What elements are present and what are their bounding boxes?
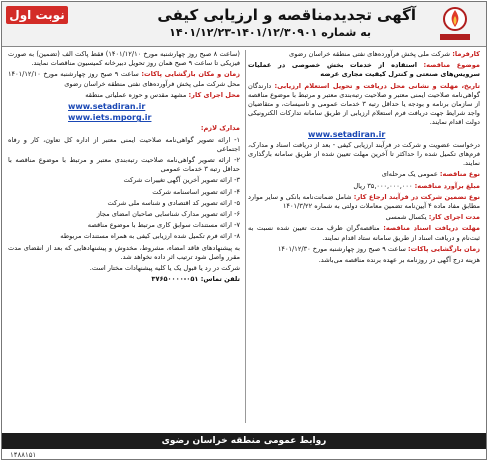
doc-item: ۵- ارائه تصویر کد اقتصادی و شناسه ملی شرکت — [107, 198, 240, 207]
estimate-amount: مبلغ برآورد مناقصه: ۳۵,۰۰۰,۰۰۰,۰۰۰ ریال — [353, 181, 480, 190]
column-divider — [245, 50, 246, 423]
right-column — [248, 50, 480, 423]
guarantee-paragraph: نوع تضمین شرکت در فرآیند ارجاع کار: شامل ضمانت‌نامه بانکی و سایر موارد مطابق مفاد ماده ۴ آیین‌نامه تضمین معاملات دولتی به شماره ۱۴۰۱/۳/۲۲ — [248, 192, 480, 211]
contact-phone: تلفن تماس: ۰۵۱-۳۷۶۵۰۰۰۰ — [151, 275, 240, 284]
doc-item: ۴- ارائه تصویر اساسنامه شرکت — [152, 187, 240, 196]
first-round-badge: نوبت اول — [6, 6, 68, 24]
footer-bar: روابط عمومی منطقه خراسان رضوی — [2, 433, 486, 449]
doc-item: ۳- ارائه تصویر آخرین آگهی تغییرات شرکت — [123, 176, 240, 185]
rights-paragraph: شرکت در رد یا قبول یک یا کلیه پیشنهادات مختار است. — [89, 264, 240, 273]
setadiran-link[interactable]: www.setadiran.ir — [308, 129, 386, 139]
subject-paragraph: موضوع مناقصه: استفاده از خدمات بخش خصوصی در عملیات سرویس‌های صنعتی و کنترل کیفیت مجاری عرضه — [248, 61, 480, 79]
tender-type: نوع مناقصه: عمومی یک مرحله‌ای — [381, 170, 480, 179]
doc-item: ۸- ارائه فرم تکمیل شده ارزیابی کیفی به همراه مستندات مربوطه — [60, 232, 240, 241]
duration-paragraph: مدت اجرای کار: یکسال شمسی — [385, 213, 480, 222]
delivery-paragraph: (ساعت ۸ صبح روز چهارشنبه مورخ ۱۴۰۱/۱۲/۱۰) فقط پاکت الف (تضمین) به صورت فیزیکی تا ساعت ۹ صبح همان روز تحویل دبیرخانه کمیسیون مناقصات نمایند. — [8, 50, 240, 68]
setadiran-link-2[interactable]: www.setadiran.ir — [68, 102, 146, 112]
ad-cost-note: هزینه درج آگهی در روزنامه بر عهده برنده مناقصه می‌باشد. — [318, 256, 480, 265]
ad-code: ۱۴۸۸۱۵۱ — [10, 451, 37, 459]
conditions-paragraph: به پیشنهادهای فاقد امضاء، مشروط، مخدوش و پیشنهادهایی که بعد از انقضای مدت مقرر واصل شود ترتیب اثر داده نخواهد شد. — [8, 243, 240, 261]
employer-label: کارفرما: — [449, 50, 480, 58]
left-column — [8, 50, 240, 423]
doc-item: ۱- ارائه تصویر گواهی‌نامه صلاحیت ایمنی معتبر از اداره کل تعاون، کار و رفاه اجتماعی — [8, 135, 240, 153]
iets-link[interactable]: www.iets.mporg.ir — [68, 113, 152, 123]
advert-number: به شماره ۱۴۰۱/۱۲/۳۰۹۰۱-۱۴۰۱/۱۲/۲۳ — [169, 26, 371, 39]
location-paragraph: محل اجرای کار: مشهد مقدس و حوزه عملیاتی منطقه — [85, 90, 240, 99]
advert-header — [2, 2, 486, 47]
documents-deadline: مهلت دریافت اسناد مناقصه: مناقصه‌گران ظرف مدت تعیین شده نسبت به ثبت‌نام و دریافت اسناد از طریق سامانه ستاد اقدام نمایند. — [248, 224, 480, 242]
doc-item: ۲- ارائه تصویر گواهی‌نامه صلاحیت رتبه‌بندی معتبر و مرتبط با موضوع مناقصه با حداقل رتبه ۳ خدمات عمومی — [8, 156, 240, 174]
submission-paragraph: درخواست عضویت و شرکت در فرآیند ارزیابی کیفی - بعد از دریافت اسناد و مدارک، فرم‌های تکمیل شده را حداکثر تا آخرین مهلت تعیین شده از طریق سامانه بارگذاری نمایند. — [248, 140, 480, 168]
opening-paragraph: زمان و مکان بازگشایی پاکات: ساعت ۹ صبح روز چهارشنبه مورخ ۱۴۰۱/۱۲/۱۰ محل شرکت ملی پخش فرآورده‌های نفتی منطقه خراسان رضوی — [8, 70, 240, 88]
required-docs-label: مدارک لازم: — [200, 124, 240, 133]
opening-time: زمان بازگشایی پاکات: ساعت ۹ صبح روز چهارشنبه مورخ ۱۴۰۱/۱۲/۳۰ — [277, 244, 480, 253]
evaluation-paragraph: تاریخ، مهلت و نشانی محل دریافت و تحویل استعلام ارزیابی: دارندگان گواهی‌نامه صلاحیت ایمنی معتبر و صلاحیت رتبه‌بندی معتبر و مرتبط با موضوع مناقصه از سازمان برنامه و بودجه یا حداقل رتبه ۳ خدمات عمومی و تاسیسات، و متقاضیان واجد شرایط جهت دریافت فرم استعلام ارزیابی از طریق سامانه تدارکات الکترونیکی دولت اقدام نمایند. — [248, 81, 480, 127]
company-paragraph: کارفرما: شرکت ملی پخش فرآورده‌های نفتی منطقه خراسان رضوی — [289, 50, 480, 58]
advert-title: آگهی تجدیدمناقصه و ارزیابی کیفی — [157, 6, 416, 24]
company-logo-icon — [430, 5, 480, 43]
doc-item: ۷- ارائه مستندات سوابق کاری مرتبط با موضوع مناقصه — [87, 221, 240, 230]
advert-page — [1, 1, 487, 460]
doc-item: ۶- ارائه تصویر مدارک شناسایی صاحبان امضای مجاز — [96, 210, 240, 219]
